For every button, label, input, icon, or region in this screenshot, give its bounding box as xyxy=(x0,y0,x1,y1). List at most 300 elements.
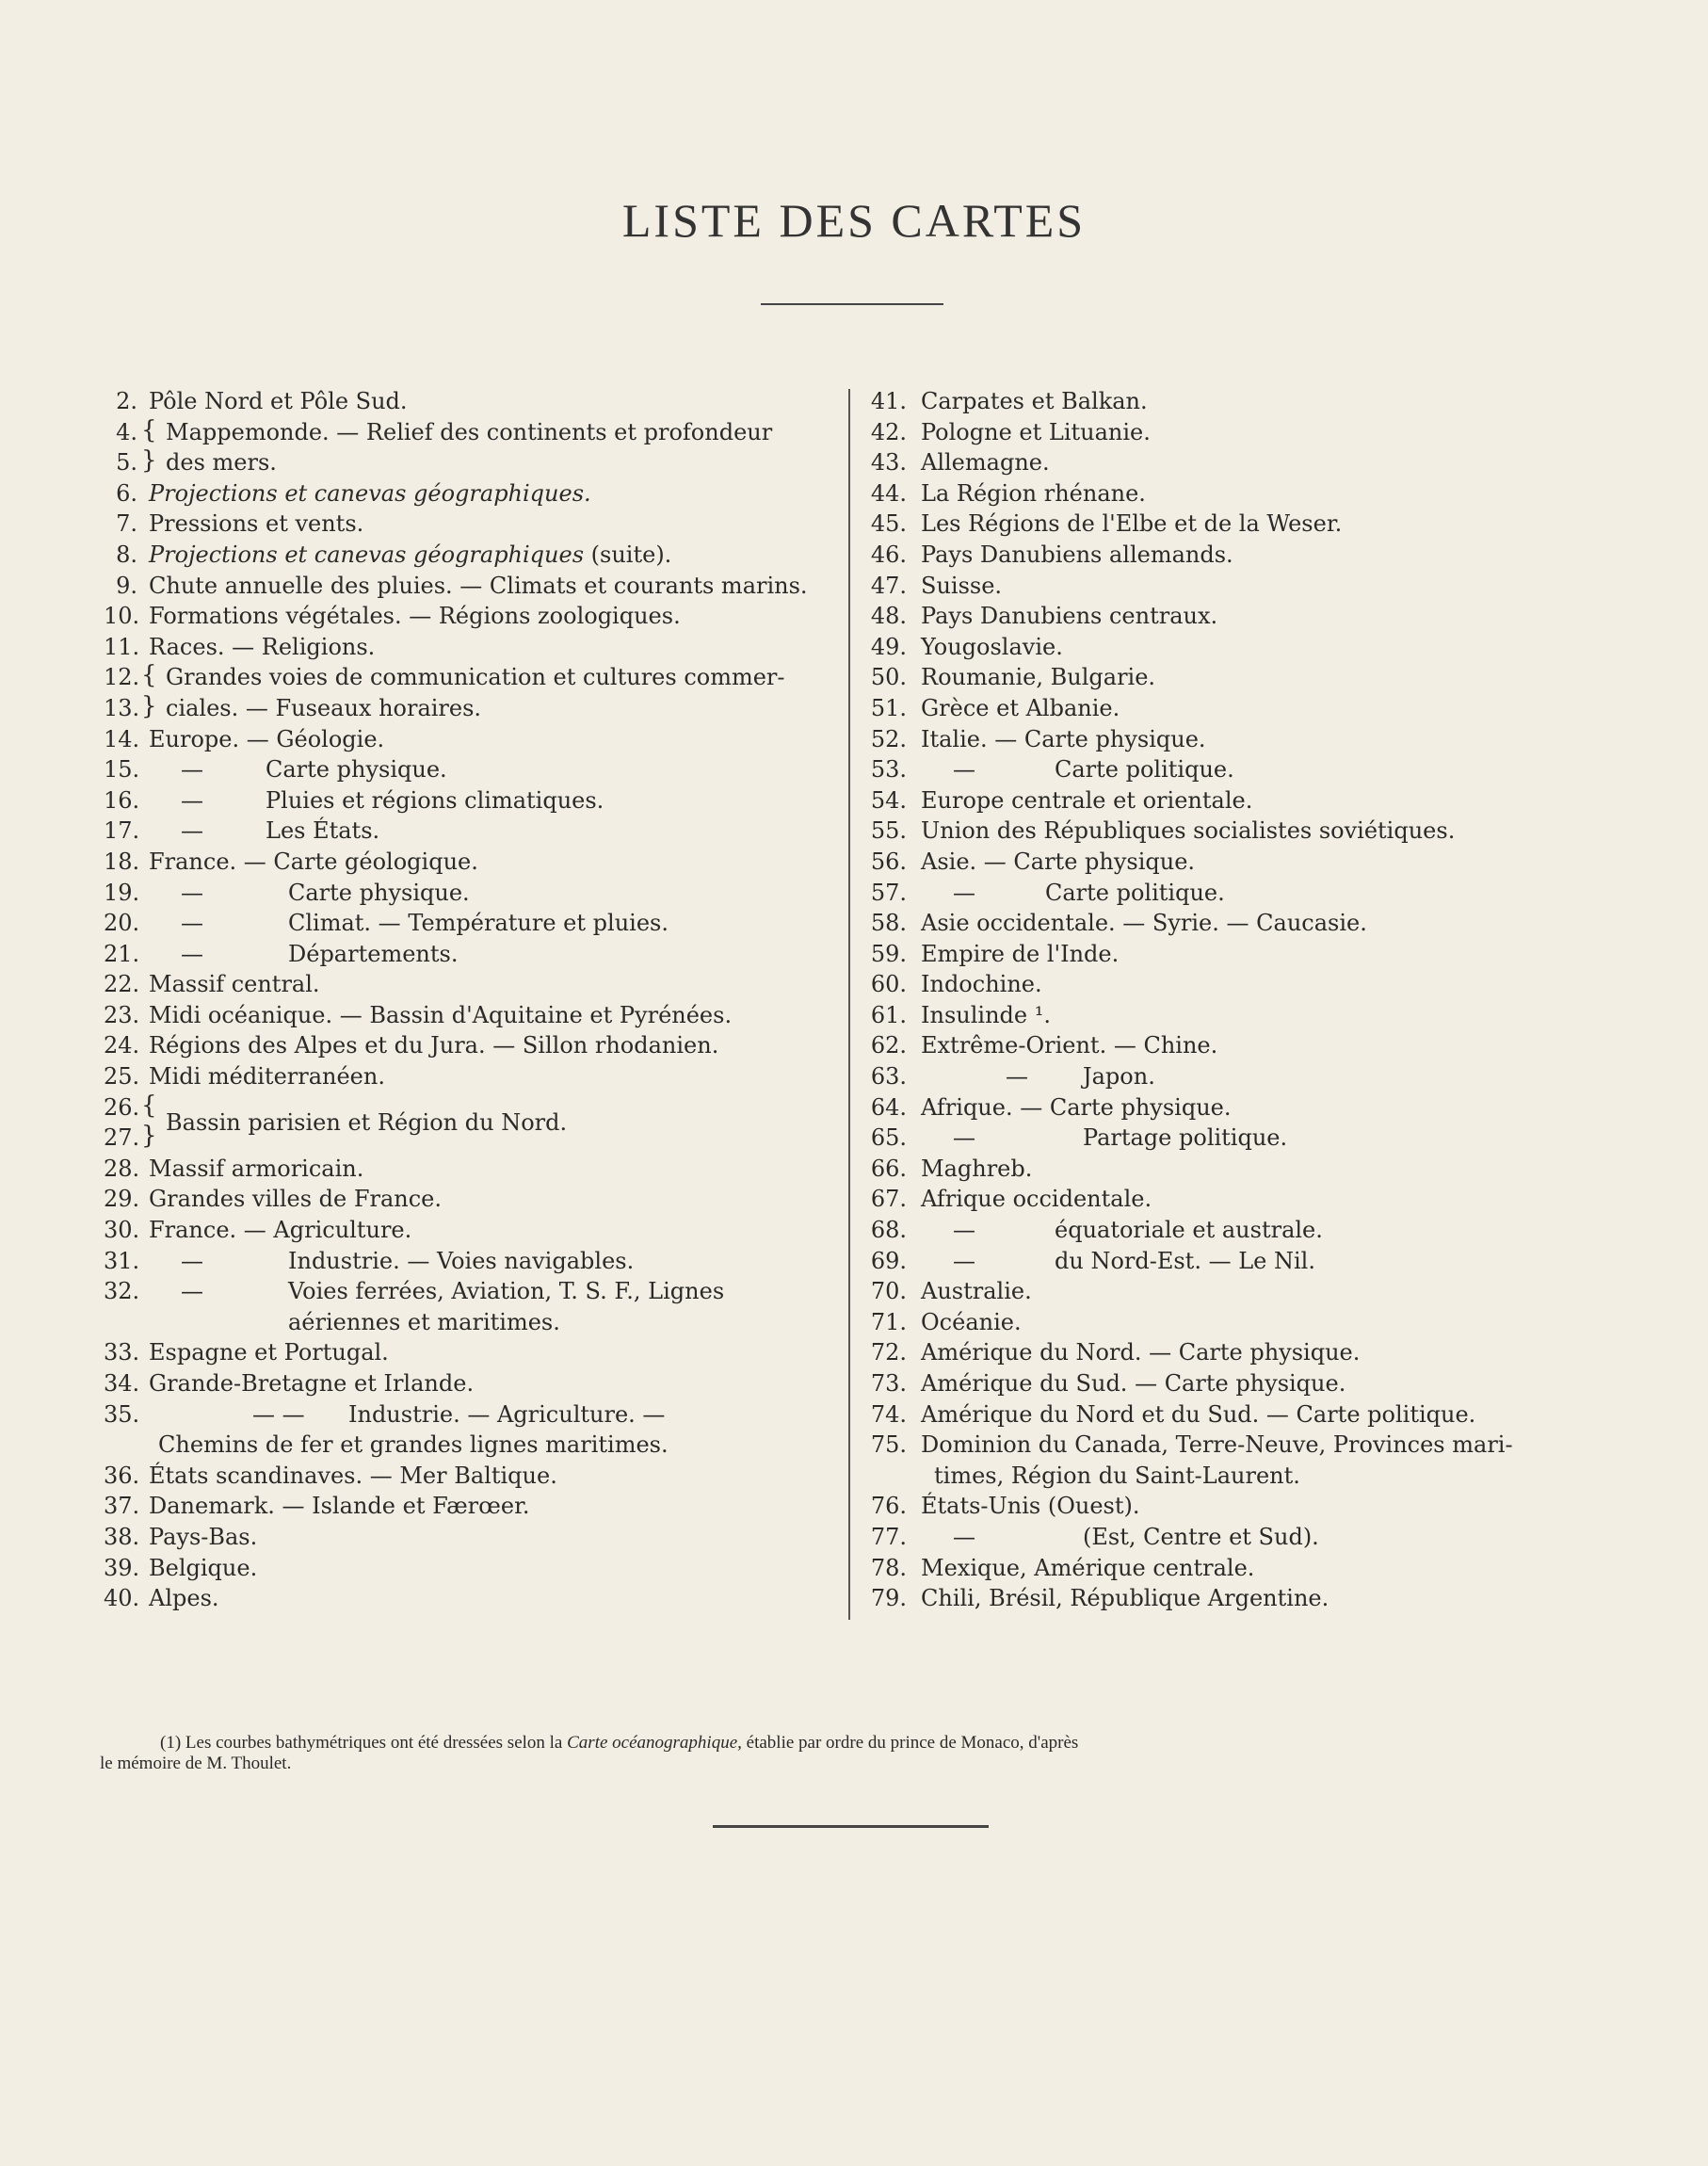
map-title-text: Empire de l'Inde. xyxy=(921,940,1120,967)
map-title xyxy=(921,571,1002,602)
map-title-text: États-Unis (Ouest). xyxy=(921,1493,1140,1520)
map-title-text: — xyxy=(953,756,975,784)
map-title-text: Pays-Bas. xyxy=(149,1523,258,1550)
map-number: 55. xyxy=(870,817,907,845)
map-number: 26. xyxy=(104,1093,140,1121)
map-title-text: Carpates et Balkan. xyxy=(921,388,1148,414)
map-number: 54. xyxy=(870,786,907,814)
map-subtitle: Climat. — Température et pluies. xyxy=(288,910,669,937)
map-number: 24. xyxy=(104,1032,140,1059)
map-title xyxy=(921,1123,975,1154)
map-title xyxy=(149,1246,203,1277)
map-title xyxy=(921,724,1206,755)
map-title xyxy=(921,386,1148,417)
map-title-text: — xyxy=(953,879,975,906)
list-item xyxy=(104,1583,838,1614)
map-title xyxy=(921,478,1146,509)
list-item xyxy=(104,1368,838,1399)
map-number: 67. xyxy=(870,1186,907,1213)
list-item xyxy=(866,1215,1610,1246)
map-title-text: Régions des Alpes et du Jura. — Sillon rhodanien. xyxy=(149,1032,719,1059)
list-item xyxy=(866,509,1610,540)
map-number: 31. xyxy=(104,1247,140,1274)
list-item xyxy=(104,509,838,540)
list-item xyxy=(104,386,838,417)
map-title-text: — xyxy=(181,786,203,814)
map-number: 70. xyxy=(870,1278,907,1305)
map-title-text: Mappemonde. — Relief des continents et profondeur xyxy=(166,418,773,445)
map-number: 40. xyxy=(104,1585,140,1612)
map-number: 49. xyxy=(870,633,907,660)
list-item xyxy=(104,632,838,663)
list-item xyxy=(866,632,1610,663)
map-number: 36. xyxy=(104,1462,140,1489)
title-rule xyxy=(761,303,943,305)
map-number: 76. xyxy=(870,1493,907,1520)
map-number: 19. xyxy=(104,879,140,906)
list-item xyxy=(866,693,1610,724)
list-item xyxy=(104,908,838,939)
list-item xyxy=(866,662,1610,693)
list-item xyxy=(104,816,838,847)
map-title-text: — xyxy=(181,910,203,937)
map-number: 2. xyxy=(116,388,137,414)
map-title-text: — xyxy=(181,756,203,784)
map-title xyxy=(921,693,1120,724)
map-title xyxy=(149,1553,257,1584)
map-number: 53. xyxy=(870,756,907,784)
map-title xyxy=(921,509,1342,540)
map-subtitle: (Est, Centre et Sud). xyxy=(1083,1523,1319,1550)
map-title xyxy=(149,724,384,755)
map-number: 32. xyxy=(104,1278,140,1305)
map-title xyxy=(149,1030,718,1061)
map-title xyxy=(921,1276,1032,1307)
list-item xyxy=(104,1276,838,1307)
map-number: 8. xyxy=(116,541,137,568)
list-item xyxy=(104,1307,838,1338)
brace-glyph: { xyxy=(141,415,157,445)
map-number: 10. xyxy=(104,603,140,630)
map-number: 21. xyxy=(104,940,140,967)
map-title-text: Formations végétales. — Régions zoologiques. xyxy=(149,603,681,630)
map-title xyxy=(149,540,671,571)
map-number: 37. xyxy=(104,1493,140,1520)
list-item xyxy=(104,478,838,509)
footnote-text-a: Les courbes bathymétriques ont été dressées selon la xyxy=(185,1733,563,1753)
map-number: 47. xyxy=(870,572,907,599)
map-subtitle: Carte physique. xyxy=(288,879,470,906)
map-title xyxy=(921,1184,1152,1215)
map-title xyxy=(921,1337,1360,1368)
map-title-text: Pays Danubiens centraux. xyxy=(921,603,1218,630)
map-number: 59. xyxy=(870,940,907,967)
list-item xyxy=(866,939,1610,970)
map-title xyxy=(921,1246,975,1277)
list-item xyxy=(866,1337,1610,1368)
map-number: 68. xyxy=(870,1217,907,1244)
list-item xyxy=(866,1061,1610,1092)
map-title-text: Chili, Brésil, République Argentine. xyxy=(921,1585,1329,1612)
map-subtitle: Carte politique. xyxy=(1045,879,1225,906)
list-item xyxy=(866,1553,1610,1584)
brace-glyph: } xyxy=(141,1122,157,1151)
map-title-text: — xyxy=(181,1247,203,1274)
map-title xyxy=(149,878,203,909)
map-title-text: Insulinde ¹. xyxy=(921,1001,1051,1028)
map-title-text: Pôle Nord et Pôle Sud. xyxy=(149,388,408,414)
map-title-text: Grandes voies de communication et cultures commer- xyxy=(166,664,785,691)
map-number: 13. xyxy=(104,694,140,721)
list-item xyxy=(866,1399,1610,1431)
map-title-text: — — xyxy=(252,1400,305,1428)
map-title-text: Yougoslavie. xyxy=(921,633,1063,660)
map-subtitle: Carte physique. xyxy=(266,756,447,784)
map-number: 51. xyxy=(870,694,907,721)
map-title-text: Les Régions de l'Elbe et de la Weser. xyxy=(921,510,1343,538)
map-title xyxy=(149,1000,732,1031)
map-title-text: times, Région du Saint-Laurent. xyxy=(934,1462,1300,1489)
map-number: 12. xyxy=(104,664,140,691)
map-number: 61. xyxy=(870,1001,907,1028)
map-title-text: France. — Agriculture. xyxy=(149,1217,412,1244)
map-title-text: Races. — Religions. xyxy=(149,633,376,660)
map-title xyxy=(921,1000,1051,1031)
list-item xyxy=(866,571,1610,602)
list-item xyxy=(866,1276,1610,1307)
map-title-text: France. — Carte géologique. xyxy=(149,848,478,875)
map-title xyxy=(921,1553,1254,1584)
map-title-text: Mexique, Amérique centrale. xyxy=(921,1554,1255,1581)
map-number: 35. xyxy=(104,1400,140,1428)
map-title-text: Amérique du Nord et du Sud. — Carte politique. xyxy=(921,1400,1476,1428)
map-number: 78. xyxy=(870,1554,907,1581)
map-number: 34. xyxy=(104,1370,140,1397)
map-title xyxy=(921,601,1217,632)
map-title-text: Australie. xyxy=(921,1278,1032,1305)
left-column xyxy=(104,386,838,1614)
map-title-text: — xyxy=(1006,1063,1028,1091)
map-title-text: — xyxy=(181,940,203,967)
map-number: 77. xyxy=(870,1523,907,1550)
map-title xyxy=(149,601,681,632)
map-title xyxy=(149,1583,219,1614)
map-title xyxy=(149,785,203,816)
map-title xyxy=(921,816,1455,847)
map-title xyxy=(149,1491,530,1522)
map-title-text: Océanie. xyxy=(921,1308,1022,1335)
map-number: 79. xyxy=(870,1585,907,1612)
map-title-text: Amérique du Nord. — Carte physique. xyxy=(921,1339,1361,1366)
map-title xyxy=(921,540,1233,571)
map-number: 42. xyxy=(870,418,907,445)
map-number: 14. xyxy=(104,725,140,752)
list-item xyxy=(104,878,838,909)
map-title-text: Midi océanique. — Bassin d'Aquitaine et Pyrénées. xyxy=(149,1001,733,1028)
map-number: 7. xyxy=(116,510,137,538)
list-item xyxy=(866,847,1610,878)
footnote-text-b: établie par ordre du prince de Monaco, d'après xyxy=(746,1733,1079,1753)
list-item xyxy=(104,662,838,693)
list-item xyxy=(866,1000,1610,1031)
footnote xyxy=(100,1733,1606,1774)
list-item xyxy=(104,571,838,602)
map-title xyxy=(921,1154,1032,1185)
list-item xyxy=(866,1092,1610,1123)
list-item xyxy=(866,1030,1610,1061)
map-title xyxy=(149,816,203,847)
map-title xyxy=(149,478,591,509)
list-item xyxy=(104,1000,838,1031)
map-title-text: Allemagne. xyxy=(921,449,1050,477)
map-number: 65. xyxy=(870,1124,907,1152)
map-title xyxy=(149,509,363,540)
map-title-text: Maghreb. xyxy=(921,1155,1033,1182)
map-title-text: Grandes villes de France. xyxy=(149,1186,443,1213)
map-number: 58. xyxy=(870,910,907,937)
map-number: 46. xyxy=(870,541,907,568)
list-item xyxy=(866,878,1610,909)
map-title-text: Europe centrale et orientale. xyxy=(921,786,1253,814)
map-number: 56. xyxy=(870,848,907,875)
list-item xyxy=(866,1522,1610,1553)
map-title-text: Chemins de fer et grandes lignes maritimes. xyxy=(158,1431,669,1459)
list-item xyxy=(104,693,838,724)
list-item xyxy=(866,386,1610,417)
map-title xyxy=(149,1215,411,1246)
list-item xyxy=(104,417,838,448)
map-title-text: Chute annuelle des pluies. — Climats et courants marins. xyxy=(149,572,808,599)
map-title xyxy=(921,1092,1232,1123)
list-item xyxy=(866,1123,1610,1154)
map-title-text: ciales. — Fuseaux horaires. xyxy=(166,694,482,721)
map-title xyxy=(921,878,975,909)
map-number: 64. xyxy=(870,1093,907,1121)
list-item xyxy=(104,1061,838,1092)
map-title xyxy=(921,1399,1475,1431)
map-title xyxy=(149,1184,442,1215)
map-title xyxy=(166,693,481,724)
map-title xyxy=(149,1522,257,1553)
map-title xyxy=(921,1061,1028,1092)
map-subtitle: équatoriale et australe. xyxy=(1055,1217,1323,1244)
map-title xyxy=(288,1307,560,1338)
map-number: 30. xyxy=(104,1217,140,1244)
map-number: 33. xyxy=(104,1339,140,1366)
map-title xyxy=(149,386,408,417)
map-title xyxy=(166,662,785,693)
map-title xyxy=(921,1030,1217,1061)
map-title xyxy=(149,1337,389,1368)
map-title-text: Espagne et Portugal. xyxy=(149,1339,389,1366)
list-item xyxy=(104,1246,838,1277)
brace-glyph: { xyxy=(141,661,157,690)
map-title xyxy=(921,785,1252,816)
map-title xyxy=(149,632,375,663)
map-title-text: — xyxy=(181,817,203,845)
map-title-text: Projections et canevas géographiques. xyxy=(149,479,591,507)
map-title xyxy=(149,939,203,970)
column-divider xyxy=(848,389,850,1620)
map-title-text: Amérique du Sud. — Carte physique. xyxy=(921,1370,1346,1397)
map-title-text: Indochine. xyxy=(921,971,1042,998)
brace-glyph: { xyxy=(141,1091,157,1120)
map-title xyxy=(149,1399,305,1431)
map-number: 52. xyxy=(870,725,907,752)
map-number: 15. xyxy=(104,756,140,784)
map-title xyxy=(921,1307,1022,1338)
map-title xyxy=(166,1107,567,1139)
footnote-line2: le mémoire de M. Thoulet. xyxy=(100,1754,292,1773)
list-item xyxy=(866,908,1610,939)
map-number: 74. xyxy=(870,1400,907,1428)
list-item xyxy=(104,785,838,816)
list-item xyxy=(104,1491,838,1522)
map-subtitle: Carte politique. xyxy=(1055,756,1234,784)
map-title xyxy=(149,571,808,602)
map-title xyxy=(149,969,320,1000)
map-number: 60. xyxy=(870,971,907,998)
list-item xyxy=(866,1461,1610,1492)
map-title xyxy=(934,1461,1300,1492)
map-title-text: Roumanie, Bulgarie. xyxy=(921,664,1156,691)
map-title xyxy=(921,1368,1345,1399)
list-item xyxy=(866,754,1610,785)
brace-glyph: } xyxy=(141,446,157,476)
map-title-text: Danemark. — Islande et Færœer. xyxy=(149,1493,530,1520)
list-item xyxy=(866,447,1610,478)
map-title xyxy=(921,417,1151,448)
map-number: 41. xyxy=(870,388,907,414)
map-number: 18. xyxy=(104,848,140,875)
map-title-text: Alpes. xyxy=(149,1585,219,1612)
right-column xyxy=(866,386,1610,1614)
map-title-text: — xyxy=(953,1217,975,1244)
list-item xyxy=(104,1215,838,1246)
map-title xyxy=(921,1583,1329,1614)
map-number: 44. xyxy=(870,479,907,507)
footnote-marker: (1) xyxy=(160,1733,182,1753)
map-subtitle: Industrie. — Voies navigables. xyxy=(288,1247,635,1274)
map-number: 57. xyxy=(870,879,907,906)
map-title-text: Europe. — Géologie. xyxy=(149,725,385,752)
list-item xyxy=(866,1430,1610,1461)
map-title-text: — xyxy=(181,879,203,906)
list-item xyxy=(104,447,838,478)
map-number: 62. xyxy=(870,1032,907,1059)
list-item xyxy=(104,1109,838,1154)
map-title xyxy=(921,447,1050,478)
map-title-text: — xyxy=(953,1124,975,1152)
list-item xyxy=(866,540,1610,571)
list-item xyxy=(104,847,838,878)
map-subtitle: du Nord-Est. — Le Nil. xyxy=(1055,1247,1315,1274)
list-item xyxy=(866,1307,1610,1338)
map-title-text: Asie. — Carte physique. xyxy=(921,848,1196,875)
map-number: 43. xyxy=(870,449,907,477)
list-item xyxy=(866,1154,1610,1185)
map-number: 11. xyxy=(104,633,140,660)
map-title-text: Belgique. xyxy=(149,1554,258,1581)
map-number: 25. xyxy=(104,1063,140,1091)
map-title xyxy=(149,1061,385,1092)
footnote-italic: Carte océanographique, xyxy=(567,1733,742,1753)
bottom-rule xyxy=(713,1825,989,1828)
map-subtitle: Japon. xyxy=(1083,1063,1155,1091)
map-title-text: Pressions et vents. xyxy=(149,510,364,538)
list-item xyxy=(104,1154,838,1185)
map-title-text: Extrême-Orient. — Chine. xyxy=(921,1032,1218,1059)
map-title-text: Suisse. xyxy=(921,572,1003,599)
map-title-text: Italie. — Carte physique. xyxy=(921,725,1206,752)
list-item xyxy=(104,1184,838,1215)
map-number: 17. xyxy=(104,817,140,845)
map-number: 45. xyxy=(870,510,907,538)
map-title-text: — xyxy=(953,1523,975,1550)
list-item xyxy=(866,785,1610,816)
map-number: 23. xyxy=(104,1001,140,1028)
map-number: 27. xyxy=(104,1124,140,1152)
map-title xyxy=(921,1491,1140,1522)
list-item xyxy=(866,816,1610,847)
map-title xyxy=(149,1154,363,1185)
map-title-text: Dominion du Canada, Terre-Neuve, Provinces mari- xyxy=(921,1431,1513,1459)
map-title xyxy=(149,1276,203,1307)
map-title-text: Union des Républiques socialistes soviétiques. xyxy=(921,817,1456,845)
map-title xyxy=(921,939,1119,970)
map-title-text: aériennes et maritimes. xyxy=(288,1308,560,1335)
map-title-text: — xyxy=(181,1278,203,1305)
list-item xyxy=(104,540,838,571)
map-number: 28. xyxy=(104,1155,140,1182)
map-title-text: La Région rhénane. xyxy=(921,479,1146,507)
map-title-text: Pays Danubiens allemands. xyxy=(921,541,1233,568)
list-item xyxy=(104,1553,838,1584)
map-subtitle: Les États. xyxy=(266,817,380,845)
map-title-text: Asie occidentale. — Syrie. — Caucasie. xyxy=(921,910,1367,937)
map-number: 73. xyxy=(870,1370,907,1397)
map-number: 20. xyxy=(104,910,140,937)
map-subtitle: Départements. xyxy=(288,940,459,967)
map-title-text: Massif armoricain. xyxy=(149,1155,364,1182)
map-title-text: Afrique. — Carte physique. xyxy=(921,1093,1232,1121)
list-item xyxy=(866,1368,1610,1399)
list-item xyxy=(866,1491,1610,1522)
map-number: 71. xyxy=(870,1308,907,1335)
list-item xyxy=(104,969,838,1000)
map-number: 48. xyxy=(870,603,907,630)
map-title xyxy=(921,1522,975,1553)
map-title-text: Midi méditerranéen. xyxy=(149,1063,385,1091)
map-title-text: Afrique occidentale. xyxy=(921,1186,1152,1213)
list-item xyxy=(104,1030,838,1061)
map-number: 22. xyxy=(104,971,140,998)
map-title xyxy=(921,1430,1513,1461)
list-item xyxy=(104,939,838,970)
map-number: 5. xyxy=(116,449,137,477)
map-number: 75. xyxy=(870,1431,907,1459)
brace-glyph: } xyxy=(141,691,157,720)
map-number: 72. xyxy=(870,1339,907,1366)
list-item xyxy=(104,1522,838,1553)
map-title xyxy=(149,1461,557,1492)
map-title-text: Grande-Bretagne et Irlande. xyxy=(149,1370,475,1397)
list-item xyxy=(866,478,1610,509)
list-item xyxy=(104,1337,838,1368)
map-title-text: Projections et canevas géographiques xyxy=(149,541,585,568)
map-number: 39. xyxy=(104,1554,140,1581)
map-title xyxy=(921,908,1367,939)
